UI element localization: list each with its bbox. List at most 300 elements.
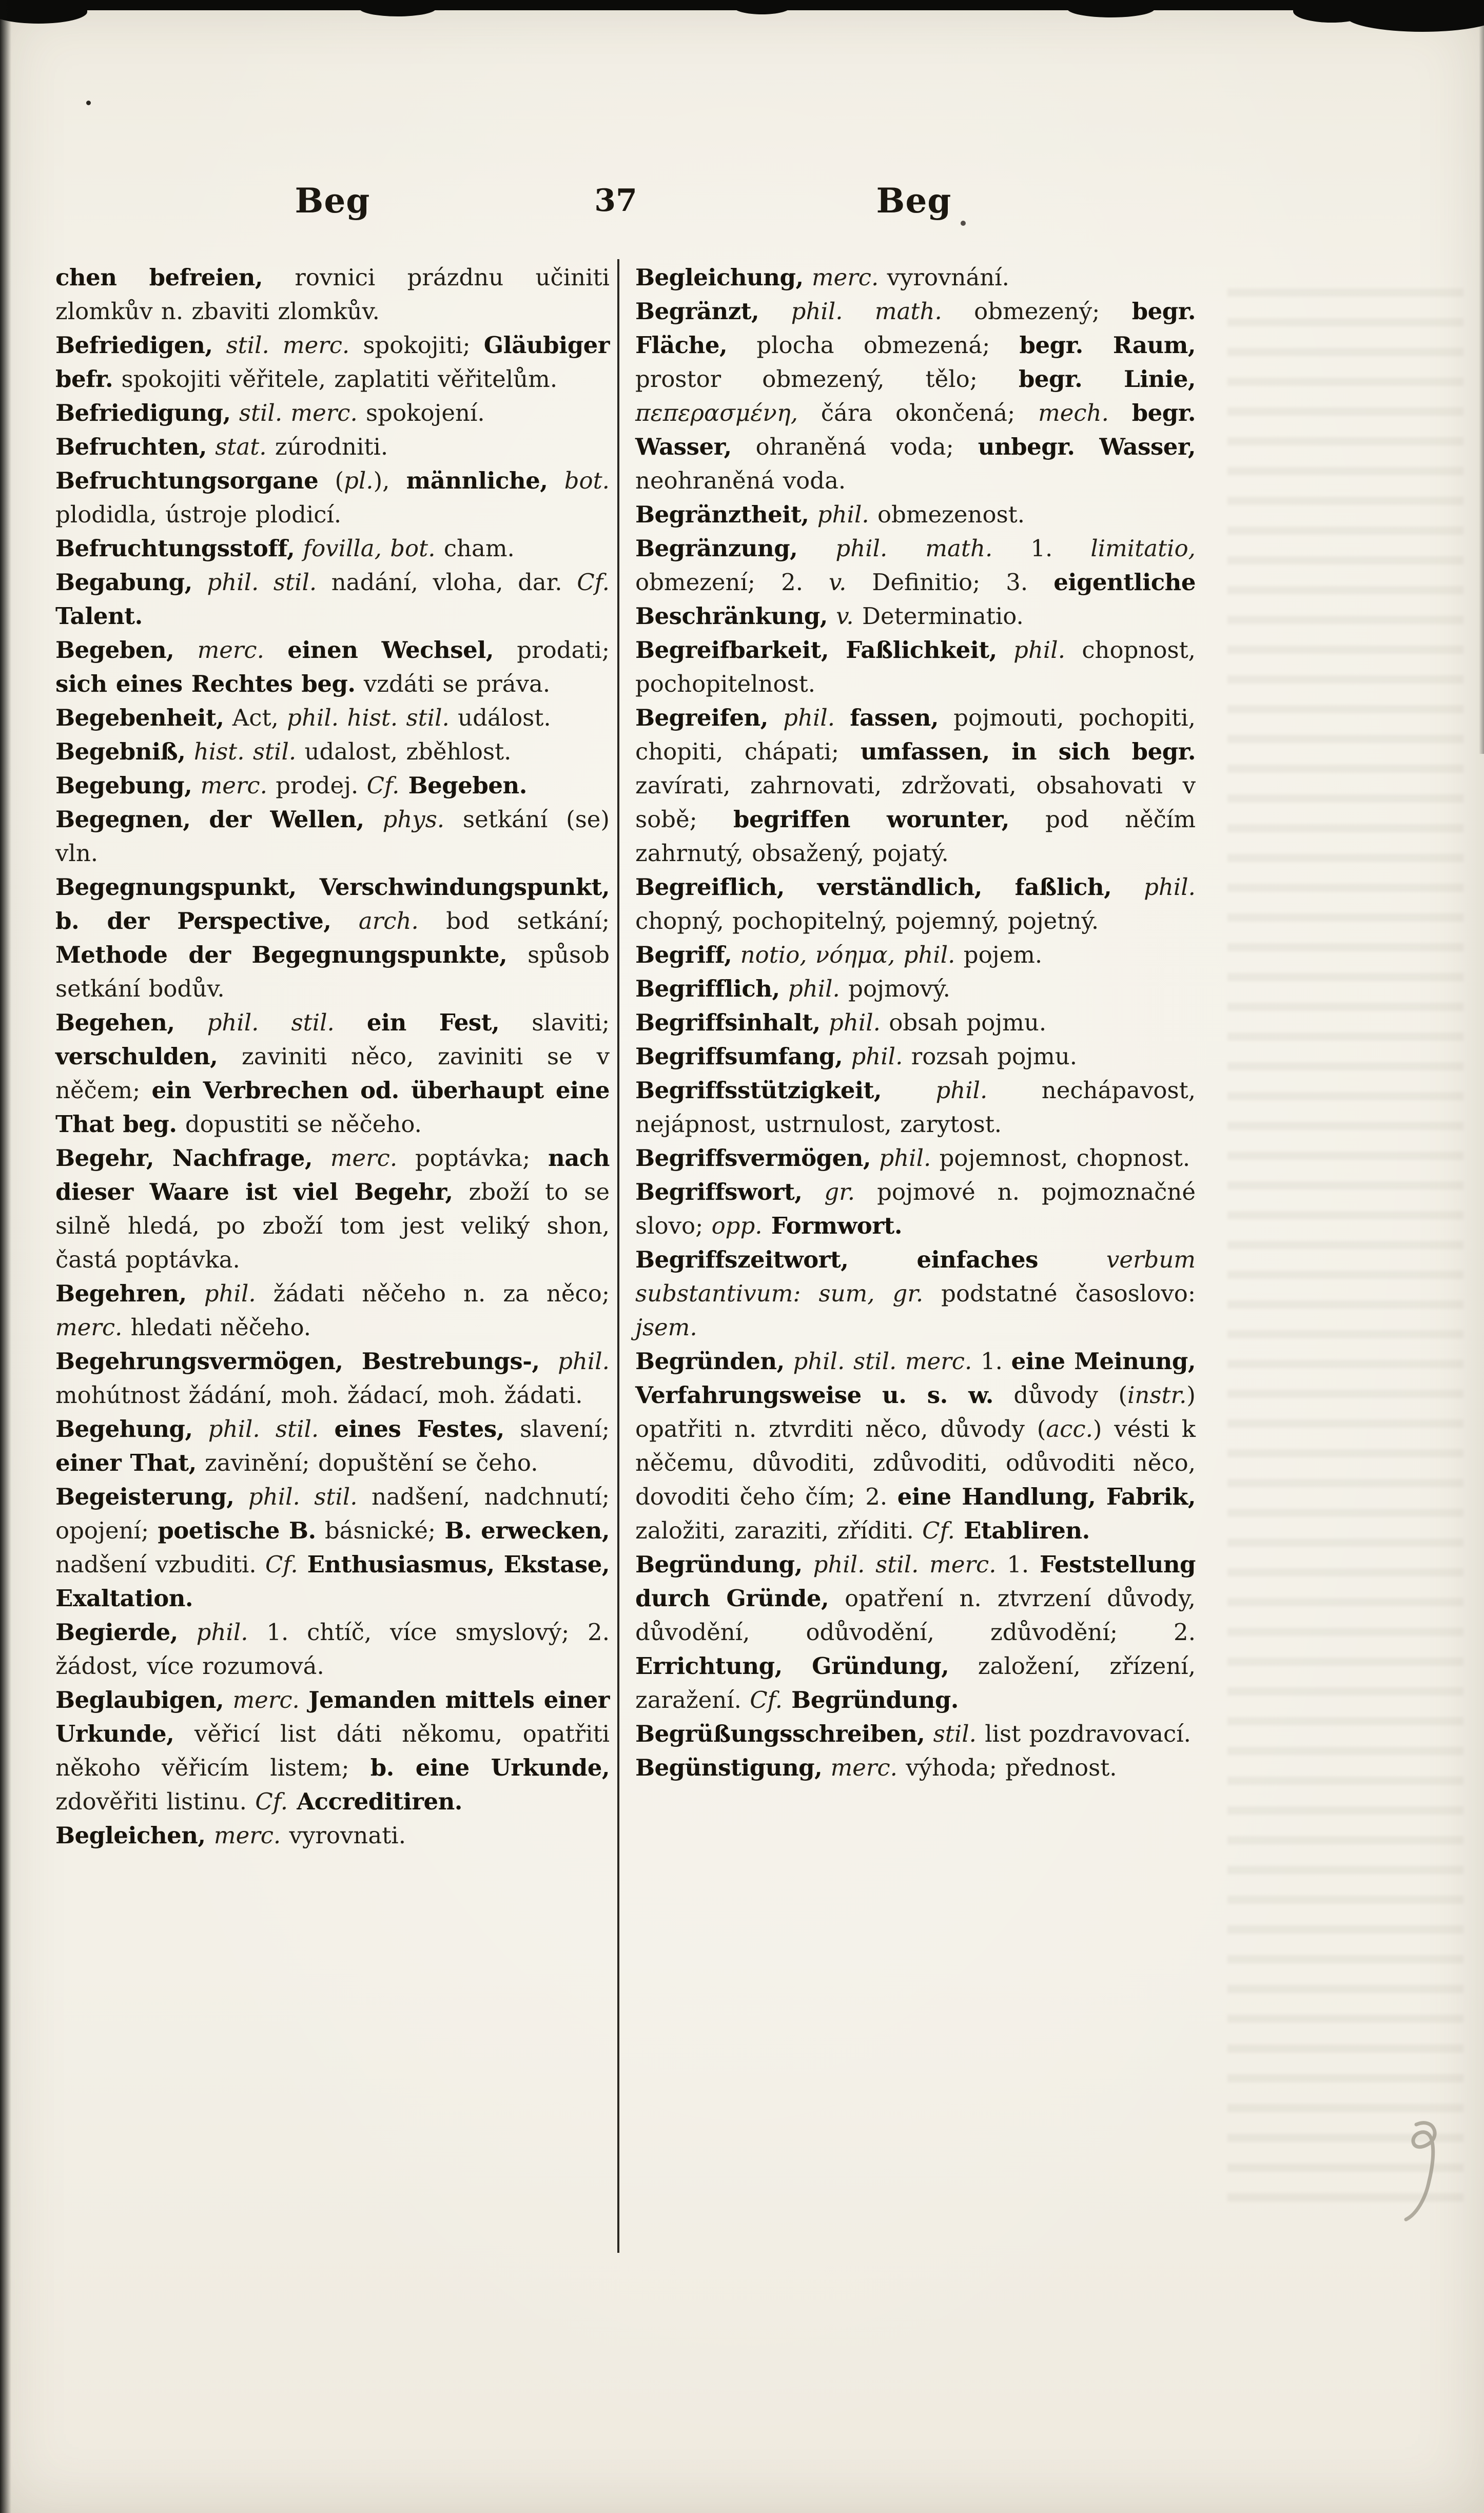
headword-german-text: Befruchtungsorgane — [55, 467, 319, 494]
usage-tag-italic: phil. — [788, 975, 840, 1002]
usage-tag-italic: phil. stil. — [208, 1415, 319, 1443]
czech-translation-text — [295, 535, 303, 562]
czech-translation-text: list pozdravovací. — [976, 1720, 1191, 1747]
headword-german-text: einer That, — [55, 1449, 197, 1476]
usage-tag-italic: phil. math. — [835, 535, 993, 562]
czech-translation-text — [175, 1009, 207, 1036]
czech-translation-text: rovnici prázdnu učiniti zlomkův n. zbaviti zlomkův. — [55, 264, 610, 325]
ink-speck — [86, 101, 91, 105]
dictionary-entry — [55, 1412, 610, 1480]
dictionary-entry — [635, 1548, 1196, 1717]
headword-german-text: Begriffsvermögen, — [635, 1144, 871, 1172]
dictionary-entry — [55, 803, 610, 870]
czech-translation-text: obmezenost. — [869, 501, 1025, 528]
czech-translation-text: nadšení, nadchnutí; opojení; — [55, 1483, 610, 1544]
czech-translation-text — [540, 1348, 558, 1375]
czech-translation-text: plocha obmezená; — [727, 332, 1020, 359]
czech-translation-text — [1038, 1246, 1106, 1273]
czech-translation-text — [768, 704, 783, 731]
dictionary-entry — [55, 1819, 610, 1853]
dictionary-entry — [55, 1006, 610, 1141]
headword-german-text: einfaches — [916, 1246, 1038, 1273]
headword-german-text: Begehren, — [55, 1280, 187, 1307]
czech-translation-text — [882, 1077, 935, 1104]
czech-translation-text — [835, 704, 850, 731]
dictionary-entry — [635, 701, 1196, 870]
czech-translation-text: prodati; — [494, 636, 610, 664]
usage-tag-italic: mech. — [1038, 399, 1109, 426]
dictionary-entry — [55, 870, 610, 1006]
usage-tag-italic: jsem. — [635, 1314, 697, 1341]
czech-translation-text — [895, 941, 903, 968]
header-catchword-left: Beg — [295, 181, 370, 221]
czech-translation-text — [313, 1144, 330, 1172]
czech-translation-text: věřicí list dáti někomu, opatřiti někoho věřicím listem; — [55, 1720, 610, 1781]
czech-translation-text: zavinění; dopuštění se čeho. — [196, 1449, 538, 1476]
dictionary-entry — [55, 701, 610, 735]
czech-translation-text: poptávka; — [397, 1144, 548, 1172]
dictionary-entry — [55, 566, 610, 633]
dictionary-entry — [635, 1345, 1196, 1548]
pencil-squiggle-mark — [1385, 2114, 1452, 2227]
headword-german-text: begr. Wasser, — [635, 399, 1196, 460]
usage-tag-italic: phil. — [903, 941, 955, 968]
czech-translation-text — [843, 1043, 851, 1070]
czech-translation-text — [206, 1822, 214, 1849]
usage-tag-italic: phil. — [1013, 636, 1066, 664]
usage-tag-italic: Cf. — [577, 569, 610, 596]
czech-translation-text — [319, 1415, 334, 1443]
dictionary-entry — [55, 1615, 610, 1683]
czech-translation-text — [821, 1009, 829, 1036]
usage-tag-italic: phil. stil. merc. — [793, 1348, 972, 1375]
usage-tag-italic: bot. — [564, 467, 610, 494]
dictionary-entry — [55, 1683, 610, 1819]
czech-translation-text: čára okončená; — [798, 399, 1039, 426]
czech-translation-text: událost. — [449, 704, 551, 731]
dictionary-entry — [635, 1006, 1196, 1040]
headword-german-text: Begrifflich, — [635, 975, 780, 1002]
headword-german-text: Etabliren. — [954, 1517, 1090, 1544]
headword-german-text: Begriffswort, — [635, 1178, 803, 1205]
czech-translation-text — [828, 602, 836, 630]
headword-german-text: Feststellung durch Gründe, — [635, 1551, 1196, 1612]
headword-german-text: verschulden, — [55, 1043, 218, 1070]
czech-translation-text: pojmové n. pojmoznačné slovo; — [635, 1178, 1196, 1239]
czech-translation-text — [804, 264, 812, 291]
scan-right-edge-shadow — [1479, 0, 1484, 754]
headword-german-text: Accreditiren. — [288, 1788, 462, 1815]
czech-translation-text — [185, 738, 193, 765]
dictionary-entry — [635, 633, 1196, 701]
usage-tag-italic: instr. — [1127, 1381, 1187, 1409]
czech-translation-text — [331, 907, 359, 934]
scan-left-binding-shadow — [0, 0, 11, 2513]
headword-german-text: Befruchtungsstoff, — [55, 535, 295, 562]
czech-translation-text: nadšení vzbuditi. — [55, 1551, 265, 1578]
headword-german-text: Begriffsstützigkeit, — [635, 1077, 882, 1104]
czech-translation-text — [875, 1280, 893, 1307]
dictionary-entry — [635, 1175, 1196, 1243]
czech-translation-text: Act, — [224, 704, 287, 731]
headword-german-text: eine Handlung, Fabrik, — [897, 1483, 1196, 1510]
dictionary-entry — [635, 1243, 1196, 1345]
czech-translation-text: prostor obmezený, tělo; — [635, 365, 1019, 393]
dictionary-entry — [55, 735, 610, 769]
czech-translation-text — [759, 298, 791, 325]
usage-tag-italic: merc. — [232, 1686, 300, 1713]
usage-tag-italic: stil. merc. — [226, 332, 350, 359]
headword-german-text: Talent. — [55, 602, 143, 630]
dictionary-entry — [55, 1277, 610, 1345]
right-text-column — [635, 261, 1196, 1785]
headword-german-text: Begleichen, — [55, 1822, 206, 1849]
czech-translation-text: ( — [318, 467, 344, 494]
czech-translation-text — [1109, 399, 1132, 426]
usage-tag-italic: Cf. — [366, 772, 400, 799]
usage-tag-italic: phil. — [1144, 873, 1196, 901]
usage-tag-italic: phil. — [204, 1280, 256, 1307]
czech-translation-text: vzdáti se práva. — [355, 670, 551, 697]
headword-german-text: Gläubiger befr. — [55, 332, 610, 393]
headword-german-text: ein Verbrechen od. überhaupt eine That beg. — [55, 1077, 610, 1138]
headword-german-text: Begehr, Nachfrage, — [55, 1144, 313, 1172]
czech-translation-text: obmezení; 2. — [635, 569, 829, 596]
headword-german-text: Befriedigung, — [55, 399, 231, 426]
usage-tag-italic: limitatio, — [1090, 535, 1196, 562]
czech-translation-text: setkání (se) vln. — [55, 806, 610, 867]
left-text-column — [55, 261, 610, 1853]
usage-tag-italic: Cf. — [750, 1686, 783, 1713]
headword-german-text: Begeben. — [399, 772, 527, 799]
usage-tag-italic: Cf. — [265, 1551, 298, 1578]
czech-translation-text — [809, 501, 817, 528]
headword-german-text: Enthusiasmus, Ekstase, Exaltation. — [55, 1551, 610, 1612]
headword-german-text: Begreifbarkeit, Faßlichkeit, — [635, 636, 997, 664]
czech-translation-text: žádati něčeho n. za něco; — [256, 1280, 610, 1307]
headword-german-text: Begründung. — [783, 1686, 959, 1713]
usage-tag-italic: verbum substantivum: sum, — [635, 1246, 1196, 1307]
czech-translation-text: opatření n. ztvrzení důvody, důvodění, odůvodění, zdůvodění; 2. — [635, 1585, 1196, 1646]
czech-translation-text — [335, 1009, 367, 1036]
czech-translation-text: mohútnost žádání, moh. žádací, moh. žádati. — [55, 1381, 583, 1409]
running-header — [0, 181, 1484, 227]
headword-german-text: B. erwecken, — [444, 1517, 610, 1544]
czech-translation-text: rozsah pojmu. — [903, 1043, 1078, 1070]
usage-tag-italic: bot. — [390, 535, 436, 562]
headword-german-text: Begränztheit, — [635, 501, 809, 528]
czech-translation-text: zaviniti něco, zaviniti se v něčem; — [55, 1043, 610, 1104]
dictionary-entry — [635, 532, 1196, 633]
czech-translation-text — [264, 636, 287, 664]
headword-german-text: unbegr. Wasser, — [978, 433, 1196, 460]
czech-translation-text — [178, 1619, 197, 1646]
czech-translation-text: pod něčím zahrnutý, obsažený, pojatý. — [635, 806, 1196, 867]
usage-tag-italic: acc. — [1046, 1415, 1093, 1443]
usage-tag-italic: phil. — [558, 1348, 610, 1375]
usage-tag-italic: stat. — [215, 433, 267, 460]
czech-translation-text: zboží to se silně hledá, po zboží tom jest veliký shon, častá poptávka. — [55, 1178, 610, 1273]
czech-translation-text: udalost, zběhlost. — [296, 738, 512, 765]
dictionary-entry — [55, 261, 610, 328]
dictionary-entry — [55, 532, 610, 566]
dictionary-entry — [55, 1480, 610, 1615]
czech-translation-text: spokojení. — [357, 399, 485, 426]
czech-translation-text: nadání, vloha, dar. — [317, 569, 577, 596]
usage-tag-italic: phil. — [783, 704, 835, 731]
dictionary-entry — [635, 972, 1196, 1006]
scan-edge-blob — [734, 0, 790, 14]
headword-german-text: Begegnungspunkt, Verschwindungspunkt, b. der Perspective, — [55, 873, 610, 934]
usage-tag-italic: phil. — [935, 1077, 988, 1104]
czech-translation-text: Definitio; 3. — [846, 569, 1054, 596]
usage-tag-italic: merc. — [213, 1822, 281, 1849]
headword-german-text: Formwort. — [762, 1212, 902, 1239]
headword-german-text: Begehrungsvermögen, Bestrebungs-, — [55, 1348, 540, 1375]
czech-translation-text: Determinatio. — [853, 602, 1024, 630]
czech-translation-text — [382, 535, 390, 562]
headword-german-text: umfassen, in sich begr. — [860, 738, 1196, 765]
czech-translation-text: zavírati, zahrnovati, zdržovati, obsahovati v sobě; — [635, 772, 1196, 833]
usage-tag-italic: pl. — [344, 467, 374, 494]
usage-tag-italic: phil. — [829, 1009, 881, 1036]
czech-translation-text: důvody ( — [993, 1381, 1127, 1409]
headword-german-text: Methode der Begegnungspunkte, — [55, 941, 507, 968]
usage-tag-italic: merc. — [197, 636, 264, 664]
czech-translation-text — [807, 941, 815, 968]
czech-translation-text — [548, 467, 564, 494]
czech-translation-text: slaviti; — [499, 1009, 610, 1036]
headword-german-text: Begründen, — [635, 1348, 785, 1375]
czech-translation-text: chopnost, pochopitelnost. — [635, 636, 1196, 697]
usage-tag-italic: opp. — [711, 1212, 763, 1239]
usage-tag-italic: πεπερασμένη, — [635, 399, 798, 426]
headword-german-text: Begreifen, — [635, 704, 768, 731]
czech-translation-text — [802, 1178, 824, 1205]
czech-translation-text: hledati něčeho. — [122, 1314, 311, 1341]
headword-german-text: begriffen worunter, — [733, 806, 1009, 833]
czech-translation-text: zdověřiti listinu. — [55, 1788, 256, 1815]
headword-german-text: Begriff, — [635, 941, 732, 968]
czech-translation-text — [234, 1483, 248, 1510]
czech-translation-text — [803, 1551, 813, 1578]
headword-german-text: Begegnen, — [55, 806, 191, 833]
czech-translation-text: neohraněná voda. — [635, 467, 846, 494]
scan-edge-blob — [0, 0, 87, 24]
page-number: 37 — [594, 183, 637, 219]
czech-translation-text: pojem. — [955, 941, 1043, 968]
usage-tag-italic: merc. — [330, 1144, 398, 1172]
dictionary-entry — [635, 1040, 1196, 1074]
czech-translation-text — [822, 1754, 830, 1781]
bleedthrough-ghost-text — [1227, 267, 1463, 2207]
headword-german-text: Begriffsinhalt, — [635, 1009, 821, 1036]
usage-tag-italic: fovilla, — [303, 535, 382, 562]
usage-tag-italic: Cf. — [255, 1788, 288, 1815]
headword-german-text: Begränzt, — [635, 298, 759, 325]
czech-translation-text: 1. — [972, 1348, 1011, 1375]
headword-german-text: nach dieser Waare ist viel Begehr, — [55, 1144, 610, 1205]
headword-german-text: Begriffszeitwort, — [635, 1246, 849, 1273]
dictionary-entry — [635, 498, 1196, 532]
dictionary-entry — [635, 1141, 1196, 1175]
czech-translation-text — [364, 806, 383, 833]
usage-tag-italic: gr. — [892, 1280, 924, 1307]
dictionary-entry — [635, 1074, 1196, 1141]
czech-translation-text — [192, 569, 207, 596]
headword-german-text: sich eines Rechtes beg. — [55, 670, 356, 697]
czech-translation-text: obsah pojmu. — [880, 1009, 1047, 1036]
czech-translation-text: výhoda; přednost. — [897, 1754, 1117, 1781]
usage-tag-italic: arch. — [358, 907, 419, 934]
headword-german-text: poetische B. — [158, 1517, 316, 1544]
dictionary-entry — [55, 769, 610, 803]
czech-translation-text — [780, 975, 788, 1002]
czech-translation-text: pojmouti, pochopiti, chopiti, chápati; — [635, 704, 1196, 765]
headword-german-text: Begriffsumfang, — [635, 1043, 843, 1070]
usage-tag-italic: νόημα, — [815, 941, 895, 968]
czech-translation-text — [925, 1720, 933, 1747]
czech-translation-text: podstatné časoslovo: — [923, 1280, 1196, 1307]
dictionary-entry — [55, 1345, 610, 1412]
czech-translation-text: 1. — [992, 535, 1091, 562]
czech-translation-text — [1111, 873, 1144, 901]
czech-translation-text — [192, 772, 200, 799]
czech-translation-text: cham. — [435, 535, 515, 562]
dictionary-entry — [55, 1141, 610, 1277]
headword-german-text: Begrüßungsschreiben, — [635, 1720, 925, 1747]
czech-translation-text: spokojiti věřitele, zaplatiti věřitelům. — [113, 365, 558, 393]
usage-tag-italic: merc. — [200, 772, 267, 799]
usage-tag-italic: merc. — [830, 1754, 897, 1781]
czech-translation-text: 1. chtíč, více smyslový; 2. žádost, více rozumová. — [55, 1619, 610, 1680]
usage-tag-italic: phil. stil. merc. — [813, 1551, 997, 1578]
czech-translation-text: ohraněná voda; — [731, 433, 978, 460]
dictionary-entry — [635, 938, 1196, 972]
usage-tag-italic: v. — [829, 569, 847, 596]
usage-tag-italic: notio, — [740, 941, 807, 968]
headword-german-text: Begeben, — [55, 636, 174, 664]
czech-translation-text: založení, zřízení, zaražení. — [635, 1652, 1196, 1713]
usage-tag-italic: phil. stil. — [248, 1483, 358, 1510]
usage-tag-italic: v. — [836, 602, 854, 630]
czech-translation-text: ), — [373, 467, 406, 494]
dictionary-entry — [635, 1751, 1196, 1785]
dictionary-entry — [55, 430, 610, 464]
headword-german-text: Begleichung, — [635, 264, 804, 291]
usage-tag-italic: hist. stil. — [193, 738, 297, 765]
usage-tag-italic: phil. — [196, 1619, 248, 1646]
czech-translation-text — [785, 1348, 793, 1375]
czech-translation-text: pojemnost, chopnost. — [931, 1144, 1190, 1172]
czech-translation-text: bod setkání; — [418, 907, 610, 934]
headword-german-text: Begehung, — [55, 1415, 193, 1443]
headword-german-text: Begierde, — [55, 1619, 178, 1646]
czech-translation-text: básnické; — [316, 1517, 445, 1544]
usage-tag-italic: phys. — [382, 806, 445, 833]
usage-tag-italic: gr. — [824, 1178, 855, 1205]
usage-tag-italic: merc. — [811, 264, 879, 291]
dictionary-entry — [635, 1717, 1196, 1751]
headword-german-text: fassen, — [850, 704, 939, 731]
usage-tag-italic: stil. — [933, 1720, 977, 1747]
headword-german-text: eines Festes, — [334, 1415, 504, 1443]
headword-german-text: eine Meinung, Verfahrungsweise u. s. w. — [635, 1348, 1196, 1409]
usage-tag-italic: phil. stil. — [207, 1009, 335, 1036]
czech-translation-text — [231, 399, 239, 426]
czech-translation-text: dopustiti se něčeho. — [177, 1111, 422, 1138]
usage-tag-italic: phil. — [851, 1043, 903, 1070]
headword-german-text: Befruchten, — [55, 433, 207, 460]
dictionary-entry — [55, 328, 610, 396]
czech-translation-text: pojmový. — [839, 975, 950, 1002]
czech-translation-text — [848, 1246, 916, 1273]
czech-translation-text: spůsob setkání bodův. — [55, 941, 610, 1002]
czech-translation-text: obmezený; — [942, 298, 1132, 325]
czech-translation-text — [300, 1686, 308, 1713]
headword-german-text: chen befreien, — [55, 264, 263, 291]
czech-translation-text — [871, 1144, 879, 1172]
headword-german-text: Begebung, — [55, 772, 192, 799]
usage-tag-italic: phil. stil. — [207, 569, 317, 596]
czech-translation-text — [190, 806, 209, 833]
usage-tag-italic: Cf. — [922, 1517, 955, 1544]
usage-tag-italic: phil. — [817, 501, 869, 528]
czech-translation-text — [174, 636, 197, 664]
czech-translation-text: nechápavost, nejápnost, ustrnulost, zarytost. — [635, 1077, 1196, 1138]
usage-tag-italic: phil. math. — [791, 298, 942, 325]
headword-german-text: Begränzung, — [635, 535, 798, 562]
dictionary-entry — [635, 295, 1196, 498]
czech-translation-text: vyrovnání. — [878, 264, 1009, 291]
dictionary-entry — [55, 633, 610, 701]
usage-tag-italic: phil. — [879, 1144, 931, 1172]
headword-german-text: b. eine Urkunde, — [370, 1754, 610, 1781]
dictionary-entry — [55, 396, 610, 430]
headword-german-text: Begünstigung, — [635, 1754, 823, 1781]
headword-german-text: Befriedigen, — [55, 332, 213, 359]
headword-german-text: Begeisterung, — [55, 1483, 235, 1510]
czech-translation-text — [207, 433, 215, 460]
czech-translation-text — [997, 636, 1013, 664]
usage-tag-italic: stil. merc. — [239, 399, 358, 426]
dictionary-entry — [635, 870, 1196, 938]
header-catchword-right: Beg — [876, 181, 952, 221]
czech-translation-text: ) opatřiti n. ztvrditi něco, důvody ( — [635, 1381, 1196, 1443]
dictionary-entry — [635, 261, 1196, 295]
headword-german-text: begr. Fläche, — [635, 298, 1196, 359]
czech-translation-text: ) vésti k něčemu, důvoditi, zdůvoditi, odůvoditi něco, dovoditi čeho čím; 2. — [635, 1415, 1196, 1510]
headword-german-text: Errichtung, Gründung, — [635, 1652, 949, 1680]
czech-translation-text: prodej. — [267, 772, 367, 799]
czech-translation-text — [797, 535, 835, 562]
czech-translation-text — [213, 332, 226, 359]
headword-german-text: der Wellen, — [209, 806, 364, 833]
czech-translation-text — [224, 1686, 232, 1713]
czech-translation-text: chopný, pochopitelný, pojemný, pojetný. — [635, 907, 1099, 934]
scan-edge-blob — [1345, 0, 1484, 32]
headword-german-text: begr. Linie, — [1018, 365, 1196, 393]
headword-german-text: eigentliche Beschränkung, — [635, 569, 1196, 630]
headword-german-text: Begreiflich, verständlich, faßlich, — [635, 873, 1112, 901]
headword-german-text: ein Fest, — [366, 1009, 500, 1036]
czech-translation-text: založiti, zaraziti, zříditi. — [635, 1517, 923, 1544]
czech-translation-text: 1. — [996, 1551, 1040, 1578]
headword-german-text: begr. Raum, — [1019, 332, 1196, 359]
czech-translation-text: spokojiti; — [349, 332, 484, 359]
headword-german-text: Beglaubigen, — [55, 1686, 224, 1713]
czech-translation-text: plodidla, ústroje plodicí. — [55, 501, 342, 528]
